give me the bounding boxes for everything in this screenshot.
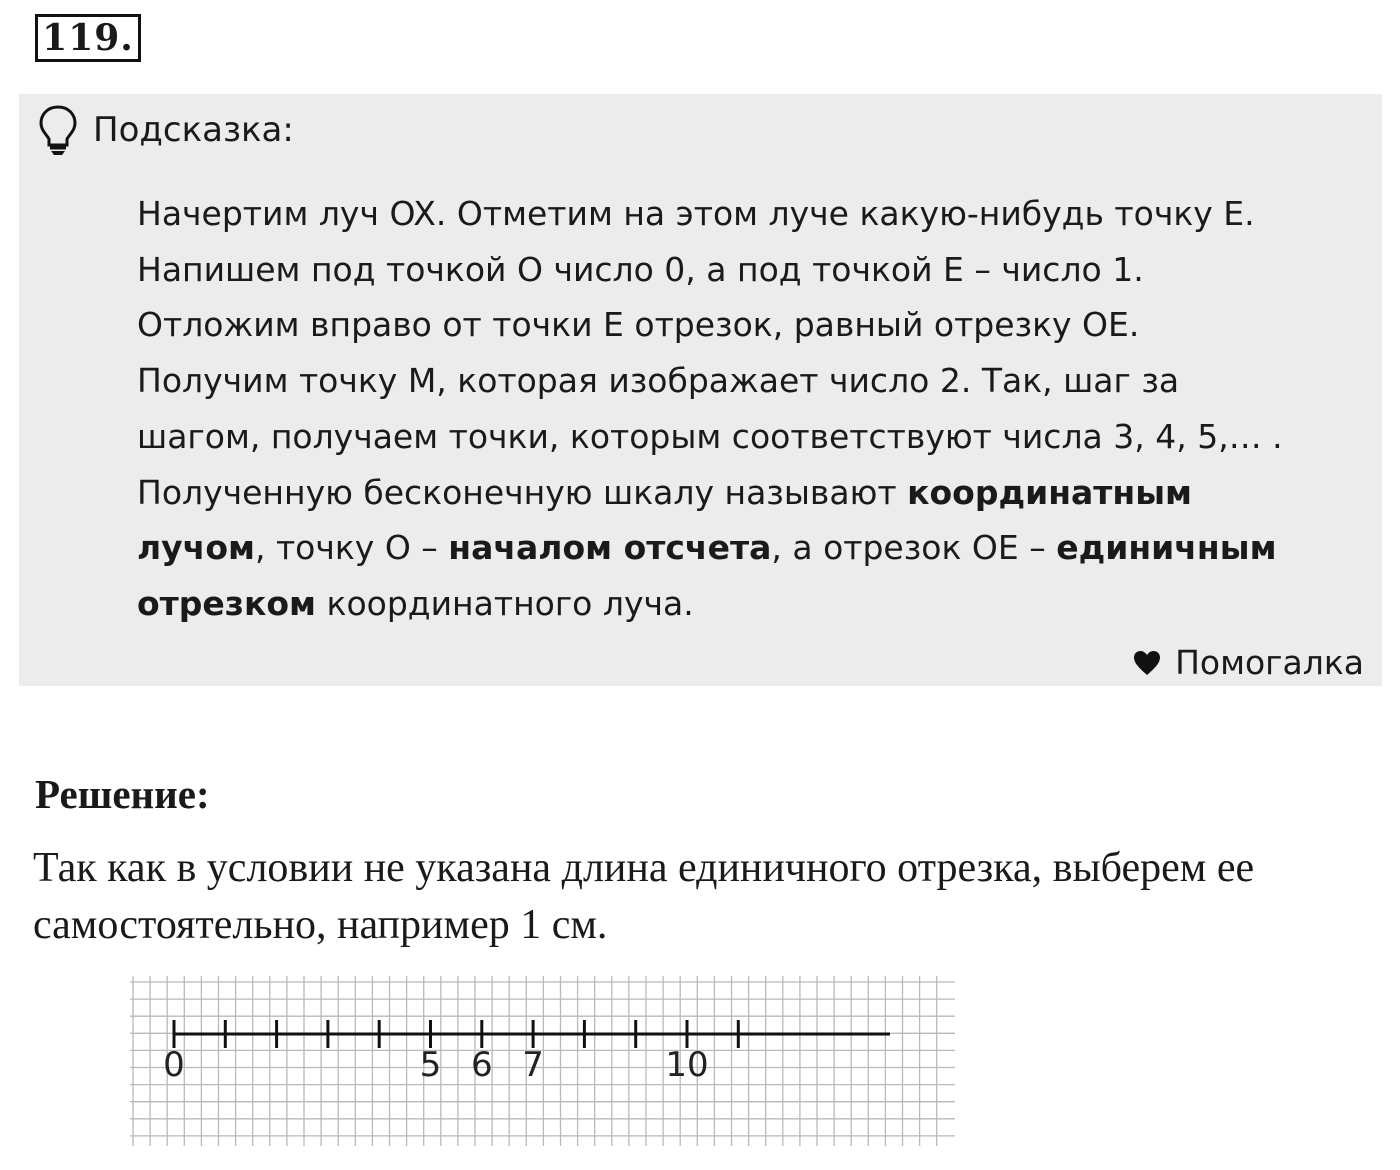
tick-label: 0 [163,1045,185,1085]
hint-term: началом отсчета [448,528,772,568]
tick-label: 10 [665,1045,709,1085]
credit-text: Помогалка [1175,643,1364,682]
hint-line [137,465,1377,521]
hint-text: Полученную бесконечную шкалу называют [137,472,908,512]
hint-line [137,409,1377,465]
solution-line-1: Так как в условии не указана длина единичного отрезка, выберем ее [33,845,1255,891]
hint-term: лучом [137,528,255,568]
hint-text: шагом, получаем точки, которым соответствуют числа 3, 4, 5,… . [137,416,1283,456]
tick-label: 7 [522,1045,544,1085]
hint-line [137,297,1377,353]
hint-text: , а отрезок OE – [771,528,1057,568]
hint-term: единичным [1056,528,1277,568]
solution-text [33,840,1373,954]
hint-term: координатным [907,472,1193,512]
solution-title: Решение: [35,771,210,817]
coordinate-ray-svg [130,976,955,1146]
hint-line [137,353,1377,409]
hint-text: Начертим луч OX. Отметим на этом луче какую-нибудь точку E. [137,194,1255,233]
hint-line [137,242,1377,298]
task-number: 119. [35,14,141,62]
credit [1133,643,1364,682]
hint-text: Напишем под точкой O число 0, а под точкой E – число 1. [137,249,1144,289]
tick-label: 6 [470,1045,493,1085]
hint-title: Подсказка: [93,110,294,150]
hint-body [137,186,1377,632]
hint-panel [19,94,1382,686]
coordinate-ray-figure [130,976,955,1146]
lightbulb-icon [37,104,79,156]
hint-text: Отложим вправо от точки E отрезок, равный отрезку OE. [137,305,1140,345]
heart-icon [1133,650,1161,676]
solution-line-2: самостоятельно, например 1 см. [33,902,608,948]
hint-line [137,576,1377,632]
tick-label: 5 [419,1045,442,1085]
hint-line [137,520,1377,576]
hint-header [37,104,294,156]
hint-term: отрезком [137,583,317,623]
hint-line [137,186,1377,242]
hint-text: координатного луча. [316,583,694,623]
hint-text: , точку O – [254,528,449,568]
hint-text: Получим точку M, которая изображает число 2. Так, шаг за [137,361,1180,401]
